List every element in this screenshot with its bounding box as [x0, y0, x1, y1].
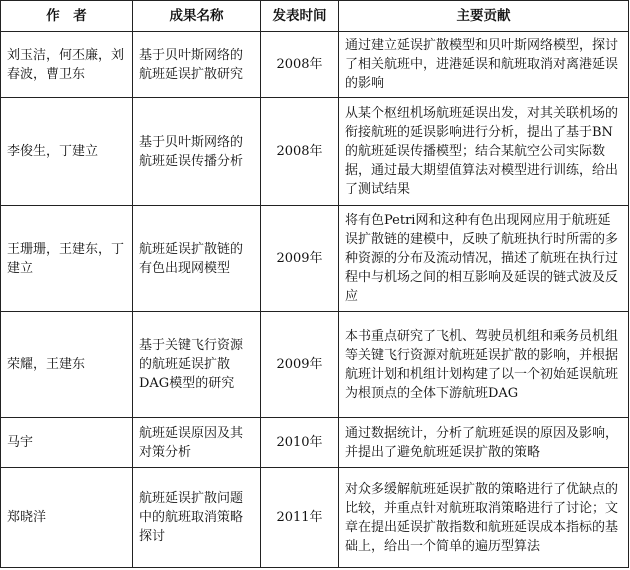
table-row: [1, 418, 629, 468]
cell-contribution: 从某个枢纽机场航班延误出发，对其关联机场的衔接航班的延误影响进行分析，提出了基于BN的航班延误传播模型；结合某航空公司实际数据，通过最大期望值算法对模型进行训练，给出了测试结果: [339, 98, 629, 206]
cell-authors: 刘玉洁，何丕廉，刘春波，曹卫东: [1, 32, 133, 98]
table-row: [1, 98, 629, 206]
cell-title: 基于贝叶斯网络的航班延误扩散研究: [133, 32, 261, 98]
cell-year: 2010年: [261, 418, 339, 468]
cell-year: 2008年: [261, 32, 339, 98]
cell-contribution: 通过建立延误扩散模型和贝叶斯网络模型，探讨了相关航班中，进港延误和航班取消对离港延误的影响: [339, 32, 629, 98]
cell-contribution: 对众多缓解航班延误扩散的策略进行了优缺点的比较，并重点针对航班取消策略进行了讨论；文章在提出延误扩散指数和航班延误成本指标的基础上，给出一个简单的遍历型算法: [339, 468, 629, 568]
cell-authors: 马宇: [1, 418, 133, 468]
cell-year: 2011年: [261, 468, 339, 568]
cell-year: 2009年: [261, 206, 339, 312]
cell-contribution: 本书重点研究了飞机、驾驶员机组和乘务员机组等关键飞行资源对航班延误扩散的影响，并根据航班计划和机组计划构建了以一个初始延误航班为根顶点的全体下游航班DAG: [339, 312, 629, 418]
cell-authors: 李俊生，丁建立: [1, 98, 133, 206]
cell-title: 航班延误扩散链的有色出现网模型: [133, 206, 261, 312]
header-authors: 作 者: [1, 1, 133, 32]
cell-title: 航班延误扩散问题中的航班取消策略探讨: [133, 468, 261, 568]
cell-contribution: 通过数据统计，分析了航班延误的原因及影响，并提出了避免航班延误扩散的策略: [339, 418, 629, 468]
cell-year: 2009年: [261, 312, 339, 418]
table-row: [1, 206, 629, 312]
header-year: 发表时间: [261, 1, 339, 32]
header-title: 成果名称: [133, 1, 261, 32]
cell-title: 基于贝叶斯网络的航班延误传播分析: [133, 98, 261, 206]
header-contribution: 主要贡献: [339, 1, 629, 32]
cell-title: 航班延误原因及其对策分析: [133, 418, 261, 468]
cell-title: 基于关键飞行资源的航班延误扩散DAG模型的研究: [133, 312, 261, 418]
cell-contribution: 将有色Petri网和这种有色出现网应用于航班延误扩散链的建模中，反映了航班执行时所需的多种资源的分布及流动情况，描述了航班在执行过程中与机场之间的相互影响及延误的链式波及反应: [339, 206, 629, 312]
cell-authors: 王珊珊，王建东，丁建立: [1, 206, 133, 312]
cell-authors: 荣耀，王建东: [1, 312, 133, 418]
cell-year: 2008年: [261, 98, 339, 206]
table-row: [1, 312, 629, 418]
table-row: [1, 32, 629, 98]
cell-authors: 郑晓洋: [1, 468, 133, 568]
header-row: [1, 1, 629, 32]
table-row: [1, 468, 629, 568]
